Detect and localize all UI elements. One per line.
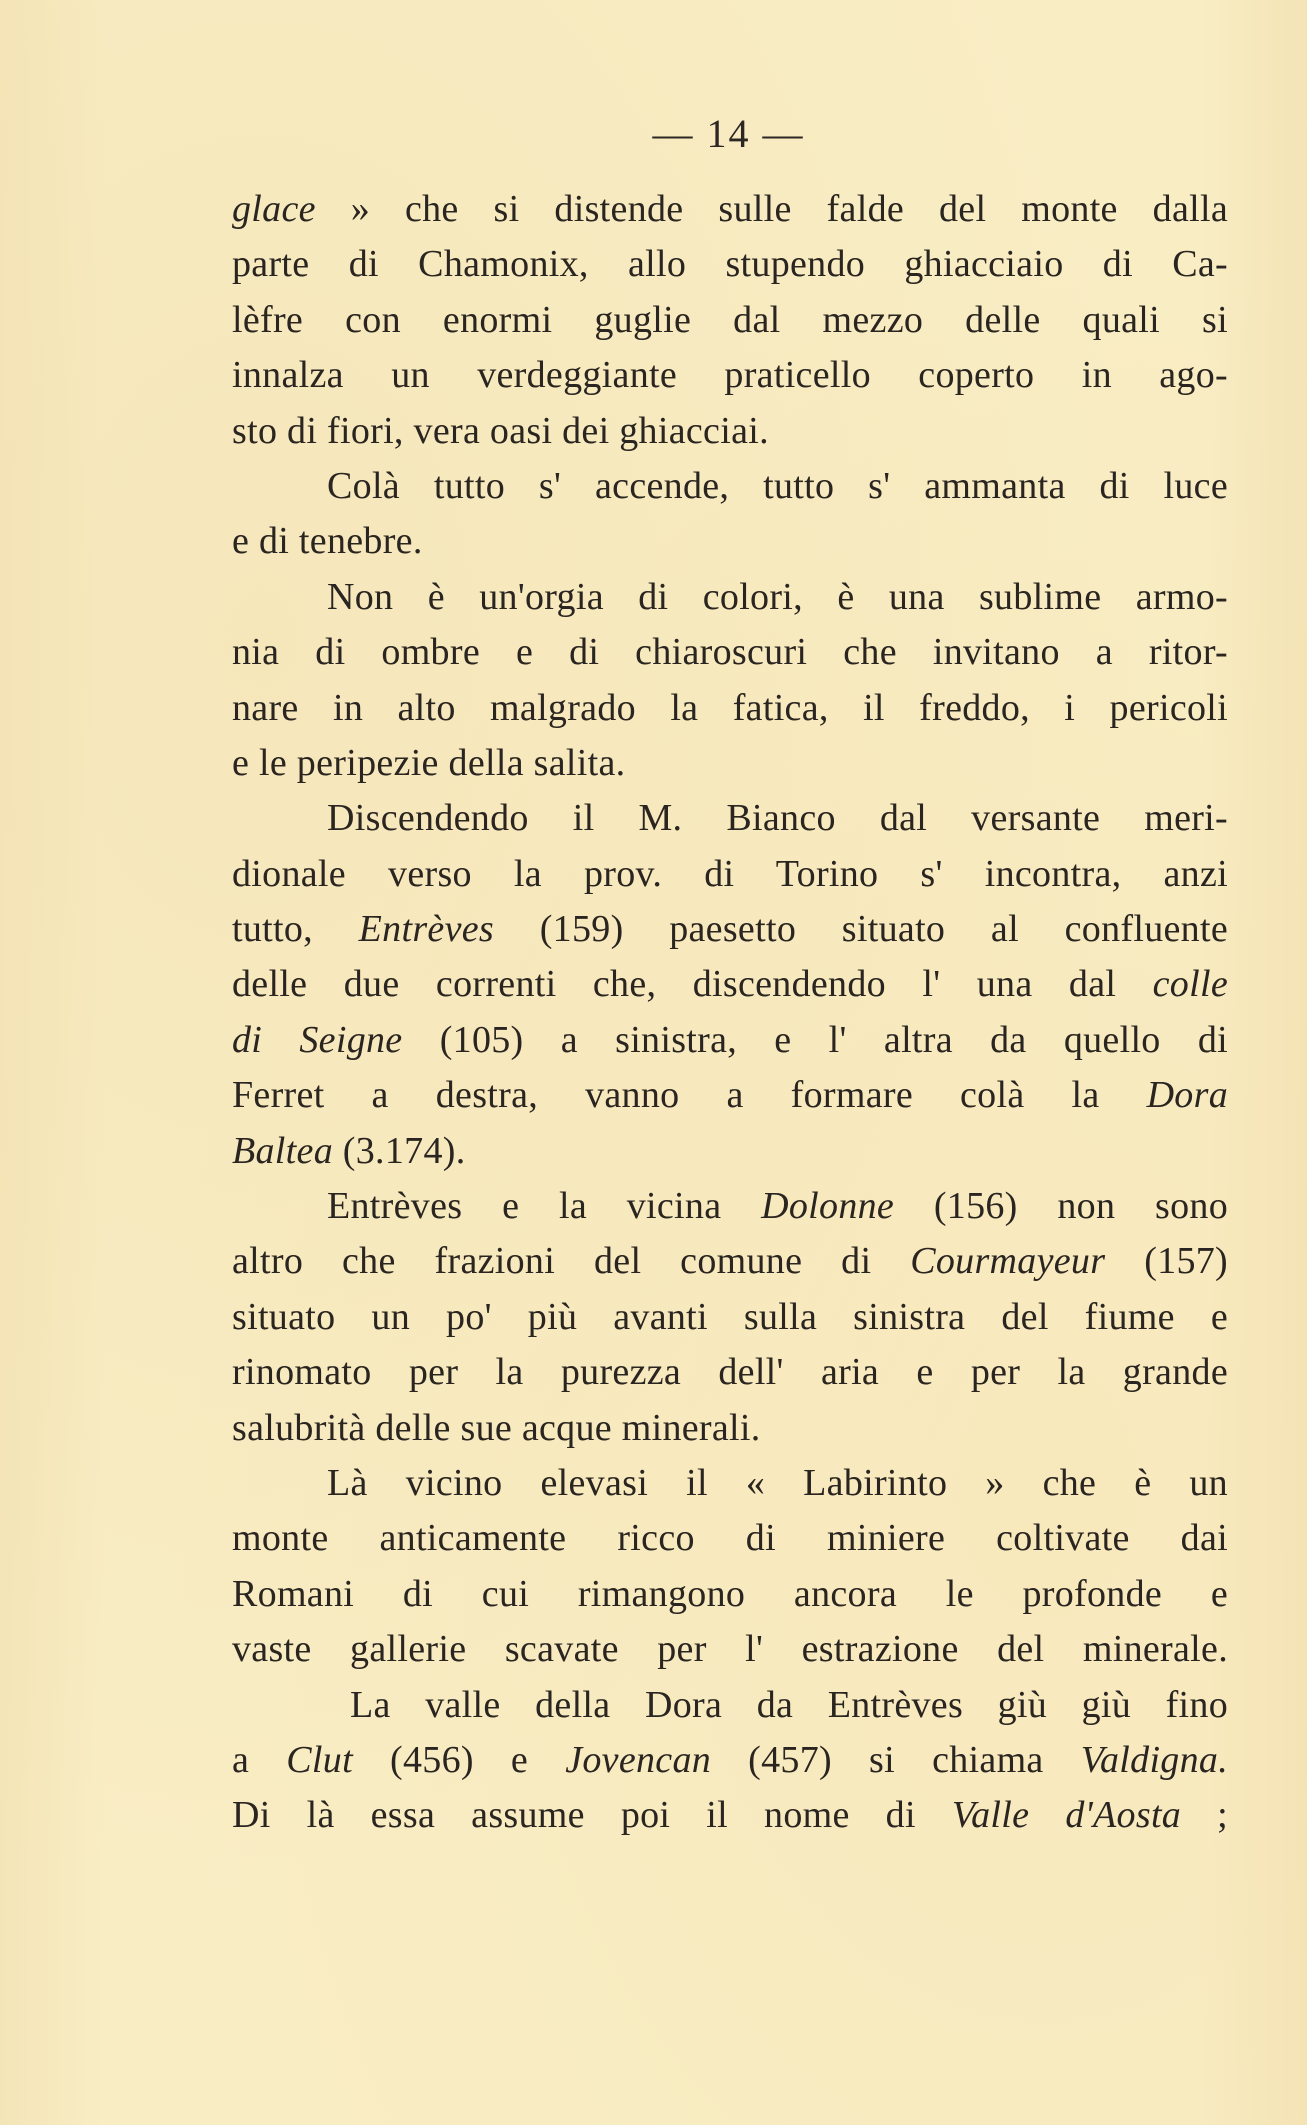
text-segment: (3.174). — [333, 1129, 466, 1172]
text-segment: e di tenebre. — [232, 520, 423, 563]
text-segment: Romani di cui rimangono ancora le profonde e — [232, 1572, 1228, 1615]
text-segment: (456) e — [352, 1738, 566, 1781]
text-line — [232, 625, 1228, 680]
text-segment: e le peripezie della salita. — [232, 741, 626, 784]
italic-text: Valdigna. — [1080, 1738, 1229, 1781]
text-segment: (159) paesetto situato al confluente — [494, 908, 1229, 951]
text-segment: Colà tutto s' accende, tutto s' ammanta di luce — [327, 464, 1228, 507]
text-line — [232, 459, 1228, 514]
text-line — [232, 791, 1228, 846]
text-line — [232, 1179, 1228, 1234]
text-segment: rinomato per la purezza dell' aria e per la grande — [232, 1351, 1228, 1394]
italic-text: Entrèves — [358, 908, 495, 951]
text-segment: tutto, — [232, 908, 359, 951]
text-line — [232, 1456, 1228, 1511]
text-segment: La valle della Dora da Entrèves giù giù fino — [350, 1683, 1228, 1726]
text-line — [232, 736, 1228, 791]
text-line — [232, 293, 1228, 348]
text-line — [232, 681, 1228, 736]
text-segment: salubrità delle sue acque minerali. — [232, 1406, 761, 1449]
text-line — [232, 1567, 1228, 1622]
text-segment: Di là essa assume poi il nome di — [232, 1794, 952, 1837]
text-segment: » che si distende sulle falde del monte dalla — [315, 188, 1228, 230]
text-line — [232, 902, 1228, 957]
text-line — [232, 1013, 1228, 1068]
text-line — [232, 1234, 1228, 1289]
text-line — [232, 570, 1228, 625]
body-text — [232, 182, 1228, 1844]
text-segment: Discendendo il M. Bianco dal versante meri- — [327, 797, 1228, 840]
italic-text: Dora — [1146, 1074, 1228, 1117]
page-number: — 14 — — [652, 111, 805, 156]
text-segment: Là vicino elevasi il « Labirinto » che è un — [327, 1461, 1228, 1504]
text-line — [232, 1622, 1228, 1677]
text-segment: Non è un'orgia di colori, è una sublime armo- — [327, 575, 1228, 618]
text-segment: vaste gallerie scavate per l' estrazione del minerale. — [232, 1628, 1228, 1671]
text-line — [232, 957, 1228, 1012]
text-line — [232, 404, 1228, 459]
text-segment: Entrèves e la vicina — [327, 1185, 762, 1228]
italic-text: Clut — [286, 1738, 353, 1781]
text-line — [232, 348, 1228, 403]
text-segment: altro che frazioni del comune di — [232, 1240, 911, 1283]
text-line — [232, 237, 1228, 292]
italic-text: Dolonne — [761, 1185, 895, 1228]
text-segment: parte di Chamonix, allo stupendo ghiacciaio di Ca- — [232, 243, 1228, 286]
text-segment: (156) non sono — [894, 1185, 1228, 1228]
text-line — [232, 1345, 1228, 1400]
text-segment: (457) si chiama — [711, 1738, 1081, 1781]
text-line — [232, 847, 1228, 902]
text-segment: monte anticamente ricco di miniere coltivate dai — [232, 1517, 1228, 1560]
text-segment: nia di ombre e di chiaroscuri che invitano a ritor- — [232, 631, 1228, 674]
text-segment: delle due correnti che, discendendo l' una dal — [232, 963, 1153, 1006]
text-segment: a — [232, 1738, 287, 1781]
text-segment: (105) a sinistra, e l' altra da quello di — [402, 1018, 1228, 1061]
text-line — [232, 514, 1228, 569]
italic-text: Jovencan — [565, 1738, 712, 1781]
italic-text: Valle d'Aosta — [951, 1794, 1182, 1837]
text-line — [232, 1788, 1228, 1843]
text-segment: dionale verso la prov. di Torino s' incontra, anzi — [232, 852, 1228, 895]
italic-text: Baltea — [232, 1129, 333, 1172]
text-segment: innalza un verdeggiante praticello coperto in ago- — [232, 354, 1228, 397]
text-segment: Ferret a destra, vanno a formare colà la — [232, 1074, 1147, 1117]
text-line — [232, 1401, 1228, 1456]
italic-text: di Seigne — [232, 1018, 403, 1061]
text-line — [232, 1124, 1228, 1179]
text-segment: sto di fiori, vera oasi dei ghiacciai. — [232, 409, 769, 452]
text-segment: (157) — [1105, 1240, 1229, 1283]
text-segment: ; — [1181, 1794, 1228, 1837]
text-line — [232, 182, 1228, 237]
text-segment: nare in alto malgrado la fatica, il freddo, i pericoli — [232, 686, 1228, 729]
text-line — [232, 1733, 1228, 1788]
text-line — [232, 1290, 1228, 1345]
text-segment: situato un po' più avanti sulla sinistra del fiume e — [232, 1295, 1228, 1338]
italic-text: Courmayeur — [910, 1240, 1106, 1283]
text-line — [232, 1678, 1228, 1733]
text-segment: lèfre con enormi guglie dal mezzo delle quali si — [232, 298, 1228, 341]
italic-text: glace — [232, 188, 316, 230]
text-line — [232, 1511, 1228, 1566]
italic-text: colle — [1152, 963, 1228, 1006]
text-line — [232, 1068, 1228, 1123]
